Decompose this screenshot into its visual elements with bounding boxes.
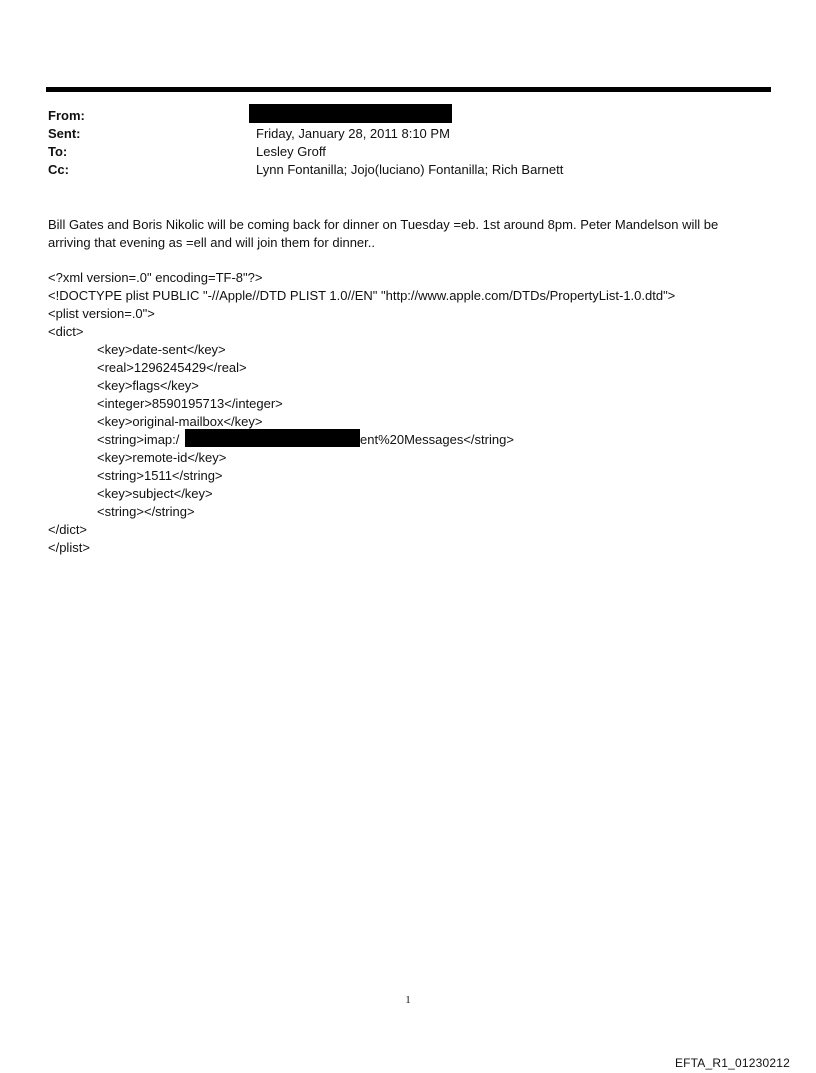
key-original-mailbox: <key>original-mailbox</key> (97, 414, 263, 429)
xml-declaration: <?xml version=.0" encoding=TF-8"?> (48, 270, 263, 285)
header-divider-rule (46, 87, 771, 92)
string-remote-id: <string>1511</string> (97, 468, 223, 483)
message-line-1: Bill Gates and Boris Nikolic will be coming back for dinner on Tuesday =eb. 1st around 8pm. Peter Mandelson will be (48, 217, 719, 232)
key-remote-id: <key>remote-id</key> (97, 450, 227, 465)
cc-label: Cc: (48, 162, 69, 177)
dict-open-tag: <dict> (48, 324, 84, 339)
to-value: Lesley Groff (256, 144, 326, 159)
cc-value: Lynn Fontanilla; Jojo(luciano) Fontanilla; Rich Barnett (256, 162, 564, 177)
key-flags: <key>flags</key> (97, 378, 199, 393)
mailbox-redaction (185, 429, 360, 447)
from-redaction (249, 104, 452, 123)
page-number: 1 (405, 994, 411, 1006)
message-body (48, 216, 768, 252)
string-imap-suffix: ent%20Messages</string> (360, 432, 514, 447)
document-id: EFTA_R1_01230212 (674, 1056, 790, 1070)
plist-open-tag: <plist version=.0"> (48, 306, 155, 321)
integer-flags-value: <integer>8590195713</integer> (97, 396, 283, 411)
string-subject: <string></string> (97, 504, 195, 519)
to-label: To: (48, 144, 68, 159)
from-label: From: (48, 108, 85, 123)
sent-label: Sent: (48, 126, 81, 141)
message-line-2: arriving that evening as =ell and will join them for dinner.. (48, 235, 375, 250)
doctype-line: <!DOCTYPE plist PUBLIC "-//Apple//DTD PLIST 1.0//EN" "http://www.apple.com/DTDs/PropertyList-1.0.dtd"> (48, 288, 676, 303)
key-subject: <key>subject</key> (97, 486, 213, 501)
dict-close-tag: </dict> (48, 522, 88, 537)
real-date-value: <real>1296245429</real> (97, 360, 247, 375)
plist-close-tag: </plist> (48, 540, 90, 555)
string-imap-prefix: <string>imap:/ (97, 432, 180, 447)
sent-value: Friday, January 28, 2011 8:10 PM (256, 126, 450, 141)
key-date-sent: <key>date-sent</key> (97, 342, 226, 357)
